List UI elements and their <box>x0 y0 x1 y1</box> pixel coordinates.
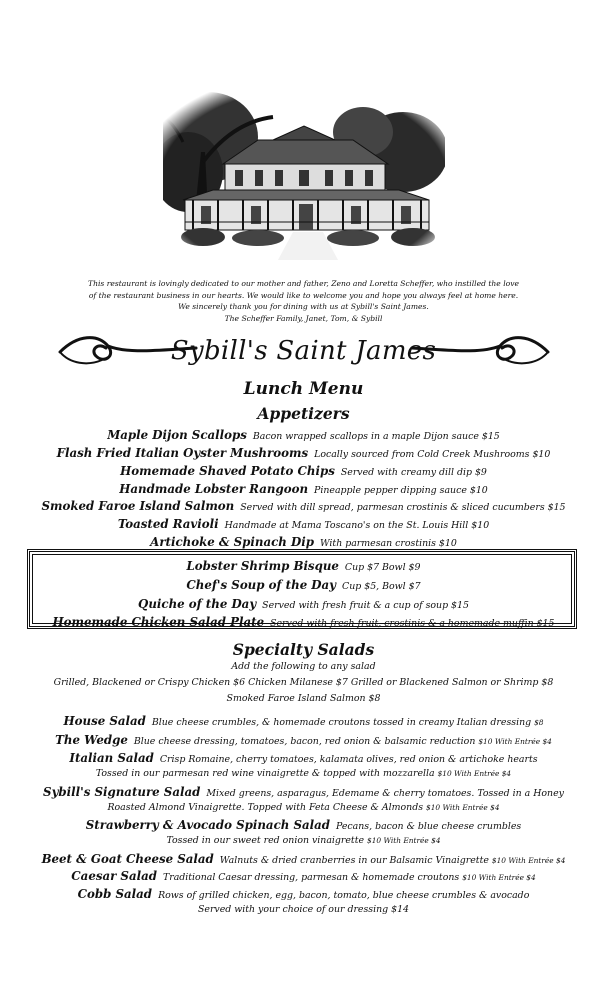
menu-item: Handmade Lobster Rangoon Pineapple pepper dipping sauce $10 <box>119 482 488 496</box>
featured-item: Quiche of the Day Served with fresh fruit & a cup of soup $15 <box>138 597 469 611</box>
menu-title: Lunch Menu <box>243 379 364 399</box>
salad-addons-list: Grilled, Blackened or Crispy Chicken $6 Chicken Milanese $7 Grilled or Blackened Salmon or Shrimp $8 <box>53 677 554 688</box>
dedication-line: This restaurant is lovingly dedicated to our mother and father, Zeno and Loretta Scheffer, who instilled the love <box>88 279 519 288</box>
menu-item: Toasted Ravioli Handmade at Mama Toscano's on the St. Louis Hill $10 <box>117 517 490 531</box>
dedication-signature: The Scheffer Family, Janet, Tom, & Sybill <box>224 313 383 323</box>
salad-item-strawberry: Strawberry & Avocado Spinach Salad Pecans, bacon & blue cheese crumbles <box>85 818 522 832</box>
salad-item-house: House Salad Blue cheese crumbles, & homemade croutons tossed in creamy Italian dressing $8 <box>63 714 544 728</box>
salad-item-caesar: Caesar Salad Traditional Caesar dressing, parmesan & homemade croutons $10 With Entrée $4 <box>71 869 536 883</box>
salad-item-wedge: The Wedge Blue cheese dressing, tomatoes, bacon, red onion & balsamic reduction $10 With Entrée $4 <box>55 733 552 747</box>
salad-item-italian: Italian Salad Crisp Romaine, cherry tomatoes, kalamata olives, red onion & artichoke hearts <box>69 751 538 765</box>
dedication-text <box>0 278 607 324</box>
salad-item-signature: Sybill's Signature Salad Mixed greens, asparagus, Edemame & cherry tomatoes. Tossed in a Honey <box>43 785 564 799</box>
restaurant-name: Sybill's Saint James <box>170 336 437 366</box>
salad-item-strawberry-cont: Tossed in our sweet red onion vinaigrette $10 With Entrée $4 <box>166 835 441 846</box>
featured-item: Lobster Shrimp Bisque Cup $7 Bowl $9 <box>186 559 421 573</box>
salad-addons-list: Smoked Faroe Island Salmon $8 <box>226 693 381 704</box>
featured-item: Chef's Soup of the Day Cup $5, Bowl $7 <box>186 578 421 592</box>
appetizers-heading: Appetizers <box>257 404 350 423</box>
menu-item: Homemade Shaved Potato Chips Served with creamy dill dip $9 <box>120 464 487 478</box>
plantation-house-illustration <box>163 82 445 264</box>
menu-item: Maple Dijon Scallops Bacon wrapped scallops in a maple Dijon sauce $15 <box>107 428 500 442</box>
salad-item-cobb: Cobb Salad Rows of grilled chicken, egg, bacon, tomato, blue cheese crumbles & avocado <box>77 887 530 901</box>
dedication-line: We sincerely thank you for dining with us at Sybill's Saint James. <box>178 302 429 311</box>
salad-item-italian-cont: Tossed in our parmesan red wine vinaigrette & topped with mozzarella $10 With Entrée $4 <box>95 768 512 779</box>
salads-heading: Specialty Salads <box>232 640 375 659</box>
salad-item-beet: Beet & Goat Cheese Salad Walnuts & dried cranberries in our Balsamic Vinaigrette $10 With Entrée $4 <box>41 852 566 866</box>
salad-addons-intro: Add the following to any salad <box>231 661 376 672</box>
dedication-line: of the restaurant business in our hearts. We would like to welcome you and hope you always feel at home here. <box>88 290 519 300</box>
featured-item: Homemade Chicken Salad Plate Served with fresh fruit, crostinis & a homemade muffin $15 <box>52 615 555 629</box>
menu-item: Smoked Faroe Island Salmon Served with dill spread, parmesan crostinis & sliced cucumbers $15 <box>41 499 566 513</box>
salad-item-cobb-cont: Served with your choice of our dressing $14 <box>197 904 410 915</box>
menu-item: Flash Fried Italian Oyster Mushrooms Locally sourced from Cold Creek Mushrooms $10 <box>56 446 551 460</box>
menu-item: Artichoke & Spinach Dip With parmesan crostinis $10 <box>150 535 457 549</box>
salad-item-signature-cont: Roasted Almond Vinaigrette. Topped with Feta Cheese & Almonds $10 With Entrée $4 <box>107 802 500 813</box>
